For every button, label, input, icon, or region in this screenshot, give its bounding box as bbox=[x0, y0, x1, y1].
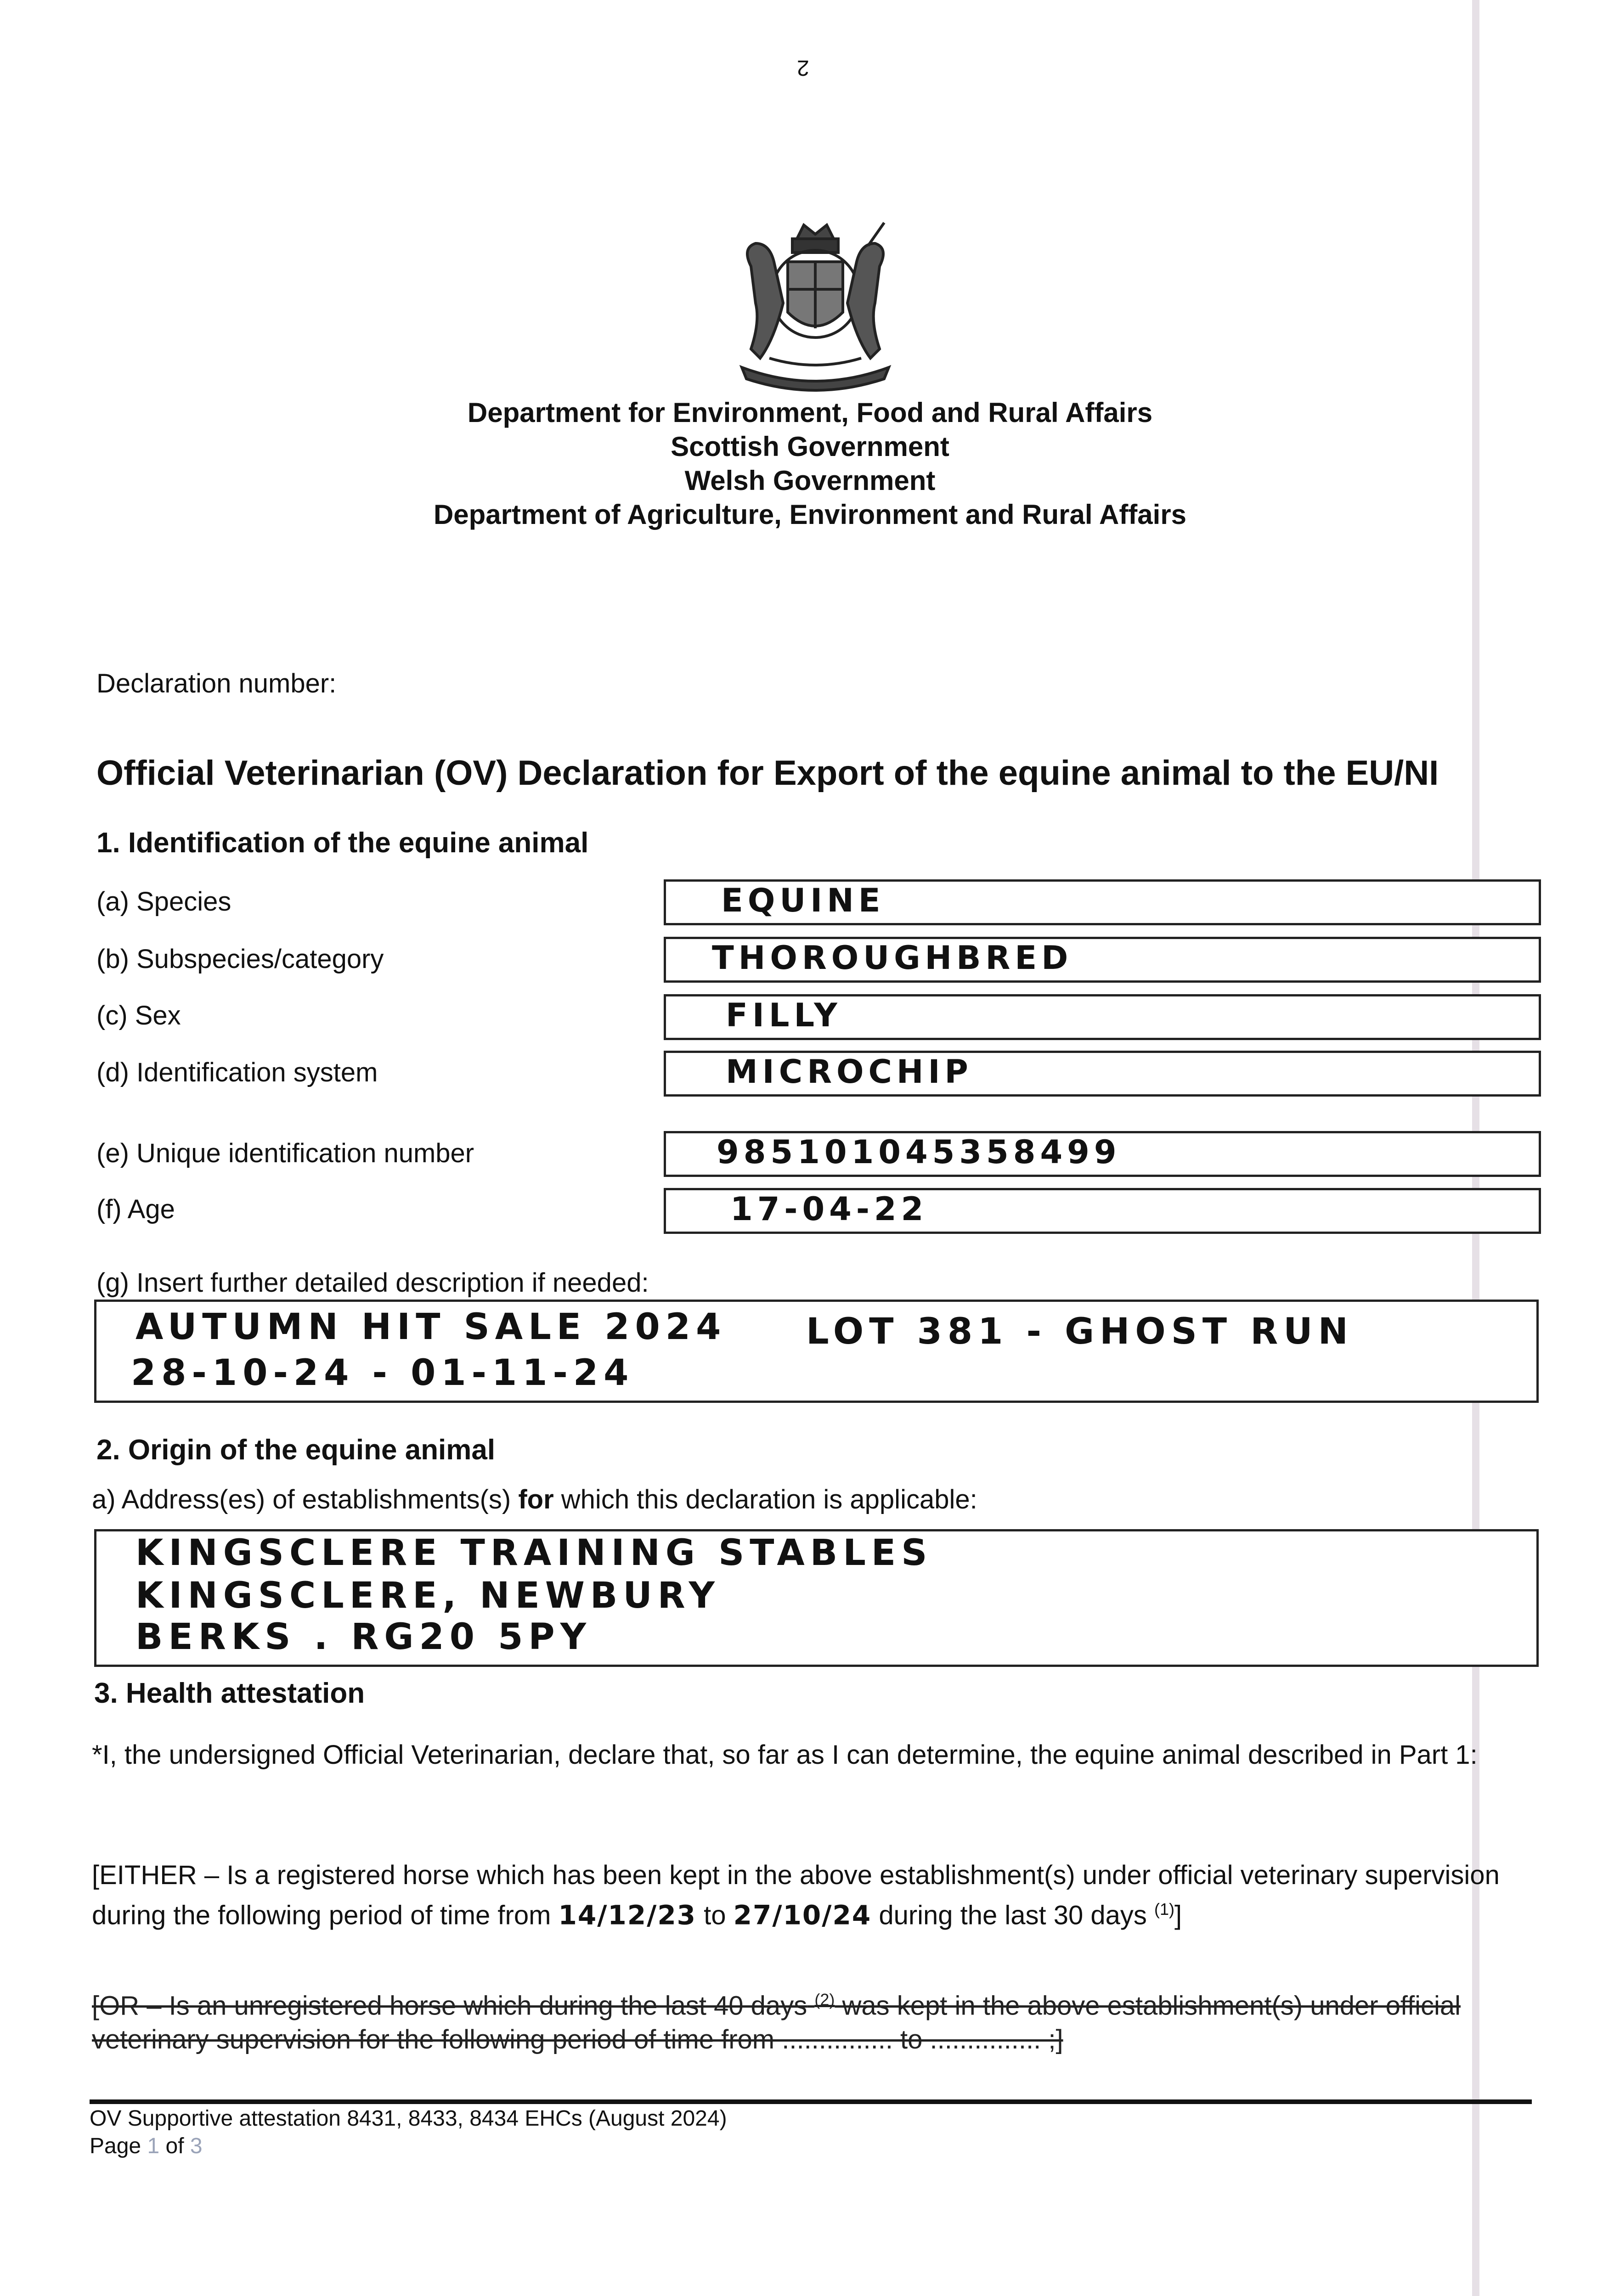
species-field[interactable] bbox=[664, 879, 1541, 925]
subspecies-label: (b) Subspecies/category bbox=[96, 944, 384, 974]
section3-heading: 3. Health attestation bbox=[94, 1677, 365, 1709]
either-text-1: [EITHER – Is a registered horse which has been kept in the above establishment(s) under official veterinary supervision during the following period of time from bbox=[92, 1860, 1500, 1930]
further-description-field[interactable] bbox=[94, 1300, 1539, 1403]
either-text-2: during the last 30 days bbox=[879, 1900, 1147, 1930]
either-footnote: (1) bbox=[1154, 1900, 1175, 1919]
age-value: 17-04-22 bbox=[730, 1190, 928, 1228]
footer-attestation: OV Supportive attestation 8431, 8433, 8434 EHCs (August 2024) bbox=[90, 2106, 727, 2131]
subspecies-field[interactable] bbox=[664, 937, 1541, 983]
header-defra: Department for Environment, Food and Rural Affairs bbox=[467, 397, 1153, 428]
either-from-date: 14/12/23 bbox=[558, 1899, 697, 1931]
further-line1-right: LOT 381 - GHOST RUN bbox=[806, 1311, 1354, 1352]
either-to-date: 27/10/24 bbox=[733, 1899, 872, 1931]
either-clause bbox=[92, 1858, 1539, 1932]
header-daera: Department of Agriculture, Environment and Rural Affairs bbox=[433, 499, 1187, 530]
id-system-value: MICROCHIP bbox=[726, 1053, 973, 1091]
further-line2: 28-10-24 - 01-11-24 bbox=[131, 1352, 634, 1394]
address-line-3: BERKS . RG20 5PY bbox=[135, 1616, 592, 1658]
uid-field[interactable] bbox=[664, 1131, 1541, 1177]
or-text-2: was kept in the above establishment(s) under official veterinary supervision for the following period of time from ............... to ............... ;] bbox=[92, 1991, 1461, 2055]
subspecies-value: THOROUGHBRED bbox=[712, 939, 1073, 977]
further-line1: AUTUMN HIT SALE 2024 bbox=[135, 1306, 727, 1348]
section2-address-label bbox=[92, 1484, 977, 1515]
id-system-field[interactable] bbox=[664, 1051, 1541, 1097]
address-line-1: KINGSCLERE TRAINING STABLES bbox=[135, 1532, 933, 1574]
page-of: of bbox=[165, 2134, 184, 2158]
id-system-label: (d) Identification system bbox=[96, 1058, 378, 1087]
page-current: 1 bbox=[147, 2134, 160, 2158]
footer-rule bbox=[90, 2099, 1532, 2104]
or-clause bbox=[92, 1983, 1539, 2057]
sex-field[interactable] bbox=[664, 994, 1541, 1040]
page-total: 3 bbox=[190, 2134, 203, 2158]
address-label-pre: a) Address(es) of establishments(s) bbox=[92, 1485, 519, 1514]
footer-page-number bbox=[90, 2133, 203, 2160]
sex-value: FILLY bbox=[726, 996, 842, 1034]
address-label-bold: for bbox=[518, 1485, 554, 1514]
header-welsh-gov: Welsh Government bbox=[684, 465, 936, 496]
species-value: EQUINE bbox=[721, 882, 885, 919]
section2-heading: 2. Origin of the equine animal bbox=[96, 1434, 496, 1466]
either-to-word: to bbox=[704, 1900, 726, 1930]
address-line-2: KINGSCLERE, NEWBURY bbox=[135, 1575, 720, 1616]
document-title: Official Veterinarian (OV) Declaration for Export of the equine animal to the EU/NI bbox=[96, 754, 1439, 793]
header-scottish-gov: Scottish Government bbox=[671, 431, 949, 462]
declaration-number-label: Declaration number: bbox=[96, 669, 337, 698]
age-field[interactable] bbox=[664, 1188, 1541, 1234]
address-label-post: which this declaration is applicable: bbox=[553, 1485, 977, 1514]
page-marker: 2 bbox=[797, 56, 809, 80]
further-description-label: (g) Insert further detailed description if needed: bbox=[96, 1268, 649, 1298]
age-label: (f) Age bbox=[96, 1194, 175, 1224]
health-intro: *I, the undersigned Official Veterinarian, declare that, so far as I can determine, the equine animal described in Part 1: bbox=[92, 1740, 1478, 1770]
uid-label: (e) Unique identification number bbox=[96, 1138, 474, 1168]
royal-crest-icon bbox=[723, 220, 907, 395]
either-close: ] bbox=[1174, 1900, 1182, 1930]
page-word: Page bbox=[90, 2134, 141, 2158]
sex-label: (c) Sex bbox=[96, 1001, 181, 1030]
section1-heading: 1. Identification of the equine animal bbox=[96, 827, 589, 859]
or-text-1: [OR – Is an unregistered horse which during the last 40 days bbox=[92, 1991, 807, 2021]
address-field[interactable] bbox=[94, 1529, 1539, 1667]
uid-value: 985101045358499 bbox=[717, 1133, 1121, 1171]
or-footnote: (2) bbox=[814, 1990, 835, 2009]
species-label: (a) Species bbox=[96, 887, 231, 917]
